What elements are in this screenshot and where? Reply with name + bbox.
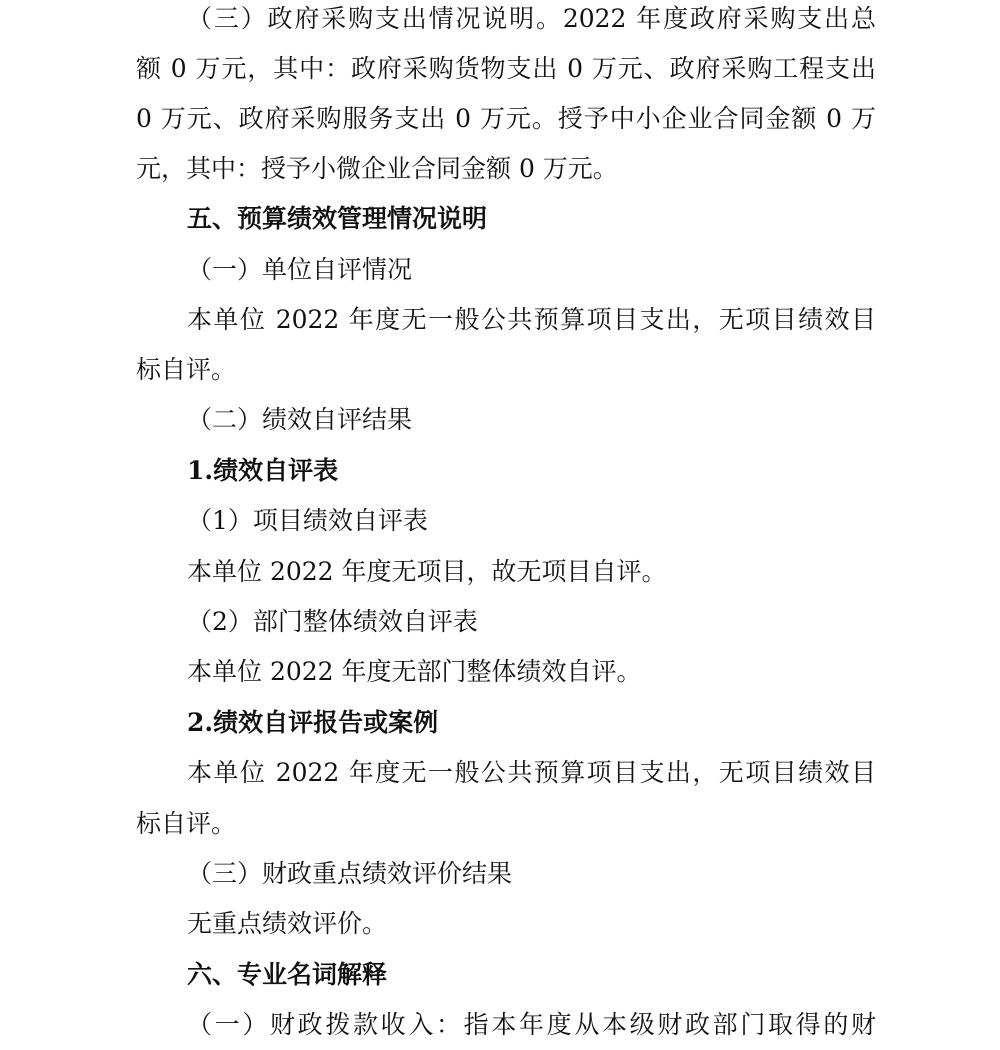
section-heading: 五、预算绩效管理情况说明 [187,204,488,233]
sub-item-heading: （1）项目绩效自评表 [187,506,428,535]
item-heading: 2.绩效自评报告或案例 [187,708,439,737]
paragraph-line: 0 万元、政府采购服务支出 0 万元。授予中小企业合同金额 0 万 [136,104,876,133]
paragraph-line: 本单位 2022 年度无部门整体绩效自评。 [187,657,642,686]
subsection-heading: （二）绩效自评结果 [187,405,413,434]
section-heading: 六、专业名词解释 [187,960,388,989]
subsection-heading: （一）单位自评情况 [187,255,413,284]
paragraph-line: （三）政府采购支出情况说明。2022 年度政府采购支出总 [187,4,876,33]
item-heading: 1.绩效自评表 [187,456,339,485]
paragraph-line: 本单位 2022 年度无一般公共预算项目支出，无项目绩效目 [187,758,876,787]
paragraph-line: 无重点绩效评价。 [187,909,388,938]
subsection-heading: （三）财政重点绩效评价结果 [187,859,513,888]
paragraph-line: 元，其中：授予小微企业合同金额 0 万元。 [136,154,618,183]
paragraph-line: 本单位 2022 年度无一般公共预算项目支出，无项目绩效目 [187,305,876,334]
sub-item-heading: （2）部门整体绩效自评表 [187,607,478,636]
paragraph-line: 本单位 2022 年度无项目，故无项目自评。 [187,557,667,586]
paragraph-line: 标自评。 [136,809,237,838]
paragraph-line: 标自评。 [136,355,237,384]
paragraph-line: 额 0 万元，其中：政府采购货物支出 0 万元、政府采购工程支出 [136,54,876,83]
paragraph-line: （一）财政拨款收入：指本年度从本级财政部门取得的财 [187,1010,876,1039]
